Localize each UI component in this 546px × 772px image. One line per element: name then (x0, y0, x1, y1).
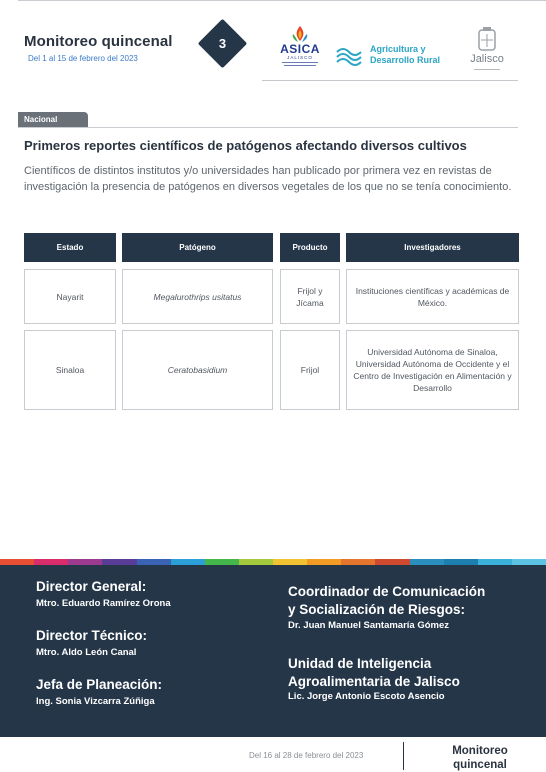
table-cell-estado: Sinaloa (24, 330, 116, 410)
table-cell-producto: Frijol y Jícama (280, 269, 340, 324)
section-title: Primeros reportes científicos de patógenos afectando diversos cultivos (24, 138, 467, 153)
agricultura-wordmark (370, 44, 440, 66)
bottom-title (440, 744, 520, 772)
table-cell-investigadores: Instituciones científicas y académicas de México. (346, 269, 519, 324)
table-cell-estado: Nayarit (24, 269, 116, 324)
unidad-name: Lic. Jorge Antonio Escoto Asencio (288, 691, 445, 702)
header-title: Monitoreo quincenal (24, 33, 173, 50)
table-cell-patogeno: Megalurothrips usitatus (122, 269, 273, 324)
issue-number-badge (199, 20, 246, 67)
agricultura-logo (335, 44, 455, 74)
section-description: Científicos de distintos institutos y/o universidades han publicado por primera vez en revistas de investigación la presencia de patógenos en diversos vegetales de los que no se tenía conocimiento. (24, 165, 512, 193)
bottom-date-range: Del 16 al 28 de febrero del 2023 (249, 751, 364, 760)
table-header-estado: Estado (24, 233, 116, 262)
coordinador-label-line-2: y Socialización de Riesgos: (288, 602, 466, 617)
agricultura-line-2: Desarrollo Rural (370, 55, 441, 65)
asica-fine-print (282, 62, 318, 68)
bottom-title-line-2: quincenal (453, 759, 507, 771)
agricultura-waves-icon (335, 44, 365, 66)
bottom-title-line-1: Monitoreo (452, 745, 508, 757)
jalisco-crest-icon (462, 26, 512, 54)
header-date-range: Del 1 al 15 de febrero del 2023 (28, 54, 138, 63)
asica-flame-icon (274, 24, 326, 44)
director-general-label: Director General: (36, 579, 147, 594)
jefa-planeacion-name: Ing. Sonia Vizcarra Zúñiga (36, 696, 155, 707)
table-cell-producto: Frijol (280, 330, 340, 410)
jalisco-logo (462, 26, 512, 76)
jalisco-fine-print (462, 68, 512, 72)
jefa-planeacion-label: Jefa de Planeación: (36, 677, 163, 692)
unidad-label-line-2: Agroalimentaria de Jalisco (288, 674, 460, 689)
table-header-investigadores: Investigadores (346, 233, 519, 262)
page-header (0, 0, 546, 86)
asica-logo (274, 24, 326, 76)
asica-wordmark: ASICA (280, 42, 320, 56)
table-header-patogeno: Patógeno (122, 233, 273, 262)
agricultura-line-1: Agricultura y (370, 44, 426, 54)
unidad-label-line-1: Unidad de Inteligencia (288, 656, 432, 671)
jalisco-wordmark: Jalisco (470, 53, 504, 65)
director-tecnico-label: Director Técnico: (36, 628, 148, 643)
coordinador-label-line-1: Coordinador de Comunicación (288, 584, 486, 599)
bottom-separator (403, 742, 404, 770)
table-cell-investigadores: Universidad Autónoma de Sinaloa, Universidad Autónoma de Occidente y el Centro de Investigación en Alimentación y Desarrollo (346, 330, 519, 410)
credits-footer (0, 565, 546, 737)
director-general-name: Mtro. Eduardo Ramírez Orona (36, 598, 171, 609)
section-tag: Nacional (18, 112, 88, 128)
director-tecnico-name: Mtro. Aldo León Canal (36, 647, 137, 658)
coordinador-name: Dr. Juan Manuel Santamaría Gómez (288, 620, 450, 631)
header-rule (262, 80, 518, 81)
table-header-producto: Producto (280, 233, 340, 262)
section-divider (18, 127, 518, 128)
table-cell-patogeno: Ceratobasidium (122, 330, 273, 410)
issue-number: 3 (218, 36, 227, 51)
asica-subtitle: JALISCO (287, 55, 313, 60)
